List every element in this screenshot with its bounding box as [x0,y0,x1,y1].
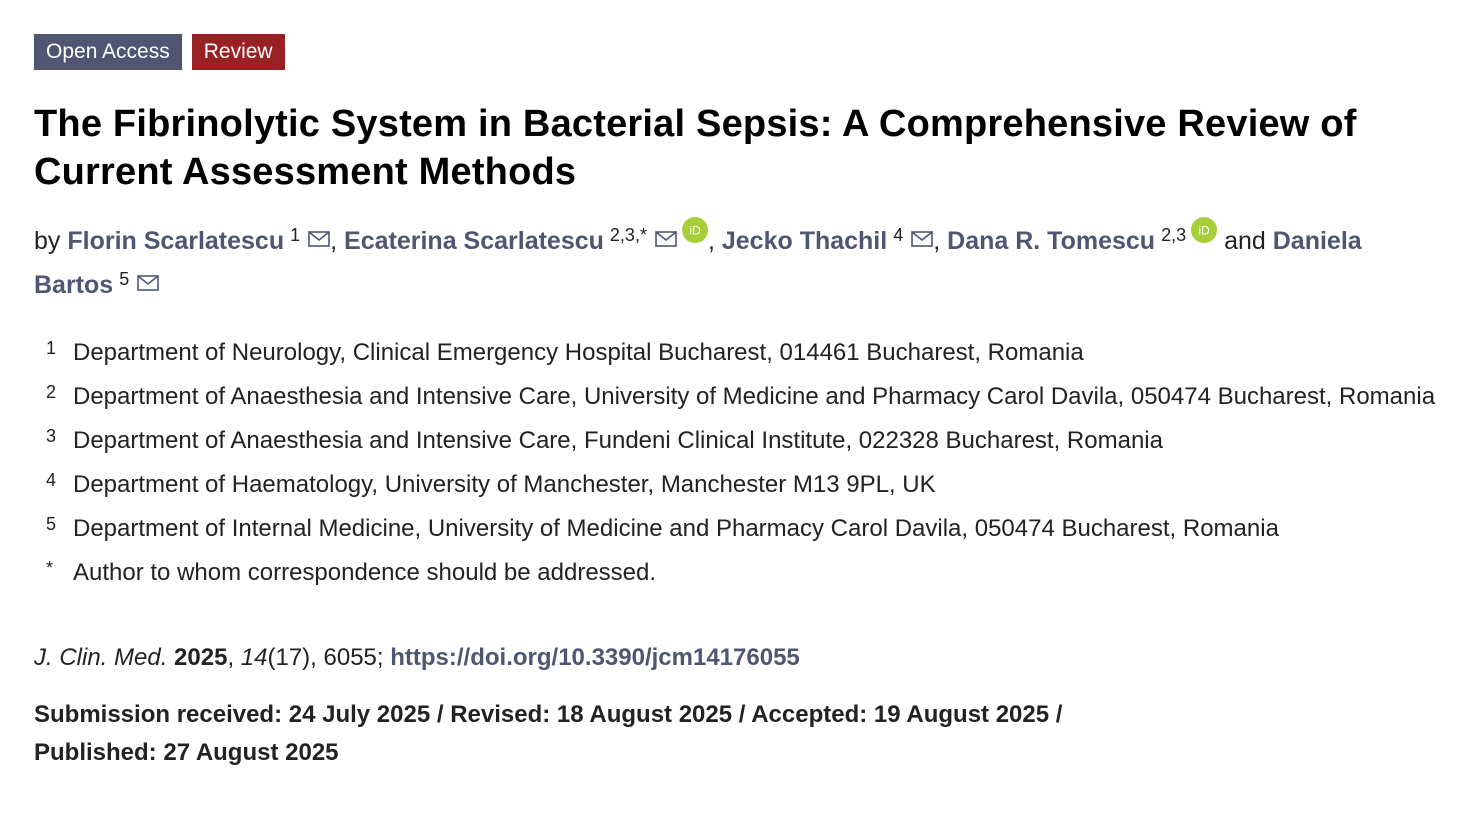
author-separator: , [707,227,715,255]
mail-icon[interactable] [308,220,330,236]
orcid-icon[interactable] [1191,216,1217,242]
author-link[interactable]: Jecko Thachil [721,227,888,255]
affiliation-marker: 4 [46,470,57,490]
mail-icon[interactable] [137,264,159,280]
affiliation-list [34,334,1436,592]
affiliation-item [46,510,1436,548]
svg-text:iD: iD [689,223,701,238]
author-link[interactable]: Ecaterina Scarlatescu [344,227,604,255]
orcid-icon[interactable] [682,216,708,242]
author-affil-sup: 2,3 [1161,225,1187,245]
author-link[interactable]: Dana R. Tomescu [947,227,1156,255]
dates-line-1: Submission received: 24 July 2025 / Revised: 18 August 2025 / Accepted: 19 August 2025 / [34,701,1063,728]
affiliation-text: Department of Internal Medicine, University of Medicine and Pharmacy Carol Davila, 050474 Bucharest, Romania [73,515,1279,542]
author-affil-sup: 4 [893,225,904,245]
affiliation-item [46,378,1436,416]
author-link[interactable]: Florin Scarlatescu [67,227,285,255]
affiliation-text: Department of Anaesthesia and Intensive Care, Fundeni Clinical Institute, 022328 Bucharest, Romania [73,427,1163,454]
citation-line: J. Clin. Med. 2025, 14(17), 6055; https://doi.org/10.3390/jcm14176055 [34,644,800,671]
publication-dates [34,696,1436,772]
author-affil-sup: 1 [290,225,301,245]
journal-name: J. Clin. Med. [34,644,168,671]
dates-line-2: Published: 27 August 2025 [34,739,339,766]
affiliation-item [46,334,1436,372]
affiliation-text: Department of Neurology, Clinical Emergency Hospital Bucharest, 014461 Bucharest, Romania [73,339,1084,366]
affiliation-marker: 5 [46,514,57,534]
author-affil-sup: 2,3,* [609,225,647,245]
article-title: The Fibrinolytic System in Bacterial Sepsis: A Comprehensive Review of Current Assessment Methods [34,103,1357,193]
affiliation-marker: 3 [46,426,57,446]
svg-text:iD: iD [1198,223,1210,238]
affiliation-text: Author to whom correspondence should be addressed. [73,559,657,586]
badge-row [34,34,1436,70]
doi-link[interactable]: https://doi.org/10.3390/jcm14176055 [390,644,800,671]
author-separator: , [330,227,338,255]
affiliation-item [46,466,1436,504]
author-affil-sup: 5 [119,269,130,289]
open-access-badge[interactable]: Open Access [34,34,182,70]
affiliation-text: Department of Anaesthesia and Intensive Care, University of Medicine and Pharmacy Carol Davila, 050474 Bucharest, Romania [73,383,1436,410]
author-separator: , [933,227,941,255]
review-badge[interactable]: Review [192,34,285,70]
affiliation-item [46,422,1436,460]
mail-icon[interactable] [655,220,677,236]
affiliation-marker: 2 [46,382,57,402]
affiliation-marker: * [46,558,54,578]
citation-year: 2025 [174,644,228,671]
correspondence-note [46,554,1436,592]
citation-volume: 14 [240,644,268,671]
affiliation-text: Department of Haematology, University of Manchester, Manchester M13 9PL, UK [73,471,936,498]
authors-prefix: by [34,227,61,255]
mail-icon[interactable] [911,220,933,236]
citation-issue: (17), 6055; [267,644,391,671]
author-link[interactable]: Daniela Bartos [34,227,1362,299]
authors-and: and [1224,227,1266,255]
affiliation-marker: 1 [46,338,57,358]
author-list [34,216,1436,304]
